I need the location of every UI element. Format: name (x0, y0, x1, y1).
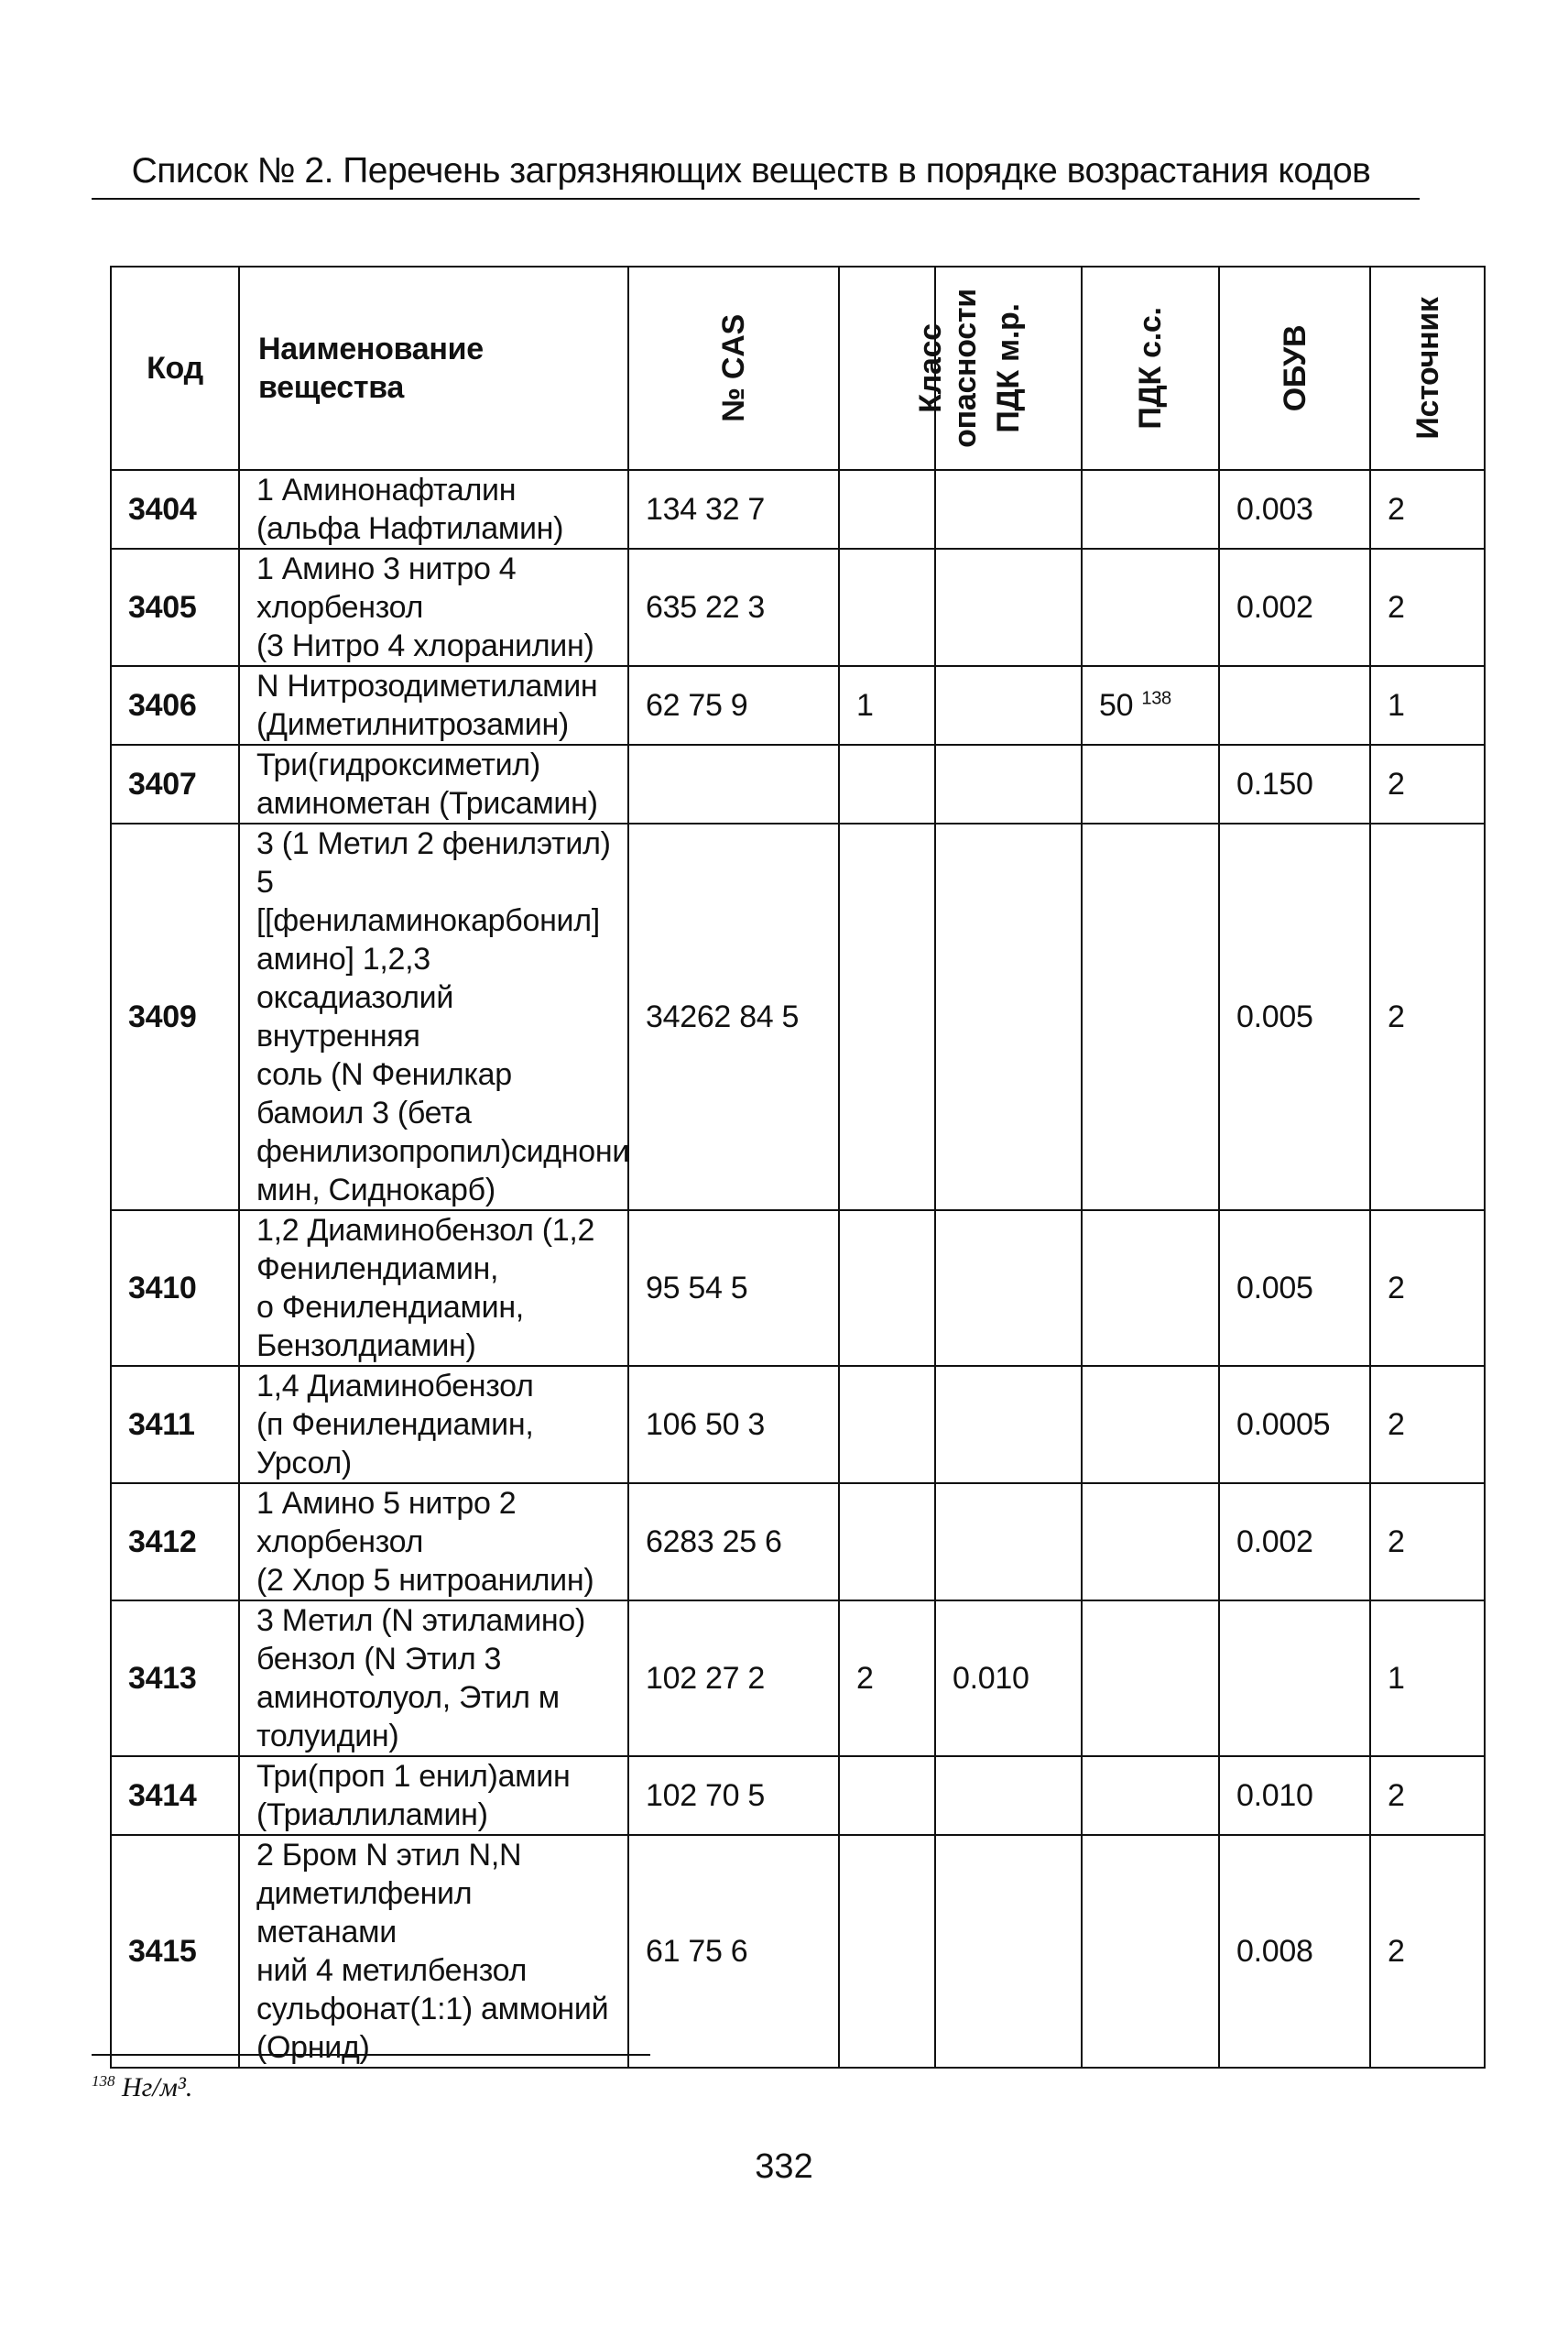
cell-obuv: 0.002 (1219, 549, 1370, 666)
cell-source: 2 (1370, 824, 1485, 1210)
cell-obuv (1219, 666, 1370, 745)
table-row (111, 1835, 1485, 2068)
cell-name: 1 Аминонафталин (альфа Нафтиламин) (239, 470, 628, 549)
cell-cas: 62 75 9 (628, 666, 839, 745)
table-row (111, 745, 1485, 824)
cell-obuv: 0.005 (1219, 824, 1370, 1210)
cell-hazard-class (839, 470, 935, 549)
cell-hazard-class (839, 1366, 935, 1483)
cell-obuv (1219, 1600, 1370, 1756)
column-header-pdk-mr: ПДК м.р. (935, 267, 1082, 470)
cell-pdk-mr (935, 470, 1082, 549)
table-row (111, 1366, 1485, 1483)
cell-hazard-class: 1 (839, 666, 935, 745)
cell-cas: 61 75 6 (628, 1835, 839, 2068)
cell-pdk-ss (1082, 824, 1219, 1210)
cell-hazard-class (839, 1756, 935, 1835)
cell-pdk-ss (1082, 1600, 1219, 1756)
cell-hazard-class (839, 824, 935, 1210)
cell-pdk-mr (935, 666, 1082, 745)
cell-code: 3410 (111, 1210, 239, 1366)
cell-name: 1,4 Диаминобензол (п Фенилендиамин, Урсол) (239, 1366, 628, 1483)
page-number: 332 (755, 2147, 813, 2186)
footnote-reference: 138 (1141, 688, 1171, 709)
cell-name: 3 Метил (N этиламино) бензол (N Этил 3 аминотолуол, Этил м толуидин) (239, 1600, 628, 1756)
column-header-cas: № CAS (628, 267, 839, 470)
table-row (111, 470, 1485, 549)
cell-pdk-mr (935, 549, 1082, 666)
cell-source: 2 (1370, 470, 1485, 549)
cell-source: 1 (1370, 1600, 1485, 1756)
cell-hazard-class (839, 549, 935, 666)
table-header-row (111, 267, 1485, 470)
cell-code: 3415 (111, 1835, 239, 2068)
footnote-number: 138 (92, 2072, 115, 2090)
cell-pdk-mr (935, 1756, 1082, 1835)
cell-code: 3407 (111, 745, 239, 824)
cell-obuv: 0.0005 (1219, 1366, 1370, 1483)
cell-pdk-mr (935, 1210, 1082, 1366)
cell-pdk-ss (1082, 1756, 1219, 1835)
cell-pdk-ss (1082, 1210, 1219, 1366)
cell-cas: 102 70 5 (628, 1756, 839, 1835)
cell-name: Три(гидроксиметил) аминометан (Трисамин) (239, 745, 628, 824)
cell-source: 2 (1370, 1756, 1485, 1835)
table-row (111, 1483, 1485, 1600)
cell-obuv: 0.150 (1219, 745, 1370, 824)
cell-pdk-mr (935, 1483, 1082, 1600)
cell-pdk-ss (1082, 745, 1219, 824)
cell-obuv: 0.002 (1219, 1483, 1370, 1600)
table-row (111, 1600, 1485, 1756)
cell-pdk-ss (1082, 666, 1219, 745)
header-divider (92, 198, 1420, 200)
footnote-text: Нг/м³. (122, 2072, 193, 2102)
column-header-name: Наименование вещества (239, 267, 628, 470)
cell-source: 2 (1370, 549, 1485, 666)
cell-name: 2 Бром N этил N,N диметилфенил метанами ний 4 метилбензол сульфонат(1:1) аммоний (Орнид) (239, 1835, 628, 2068)
cell-cas: 134 32 7 (628, 470, 839, 549)
footnote-divider (92, 2054, 650, 2056)
cell-source: 2 (1370, 1483, 1485, 1600)
cell-pdk-mr (935, 824, 1082, 1210)
table-row (111, 1756, 1485, 1835)
cell-cas: 95 54 5 (628, 1210, 839, 1366)
cell-pdk-ss (1082, 470, 1219, 549)
cell-source: 1 (1370, 666, 1485, 745)
cell-hazard-class (839, 745, 935, 824)
table-row (111, 666, 1485, 745)
cell-code: 3404 (111, 470, 239, 549)
cell-name: 1 Амино 3 нитро 4 хлорбензол (3 Нитро 4 хлоранилин) (239, 549, 628, 666)
cell-source: 2 (1370, 745, 1485, 824)
cell-pdk-mr (935, 1835, 1082, 2068)
cell-pdk-ss (1082, 549, 1219, 666)
cell-code: 3406 (111, 666, 239, 745)
cell-obuv: 0.010 (1219, 1756, 1370, 1835)
cell-cas: 6283 25 6 (628, 1483, 839, 1600)
cell-cas: 635 22 3 (628, 549, 839, 666)
cell-cas: 34262 84 5 (628, 824, 839, 1210)
cell-cas (628, 745, 839, 824)
column-header-obuv: ОБУВ (1219, 267, 1370, 470)
cell-pdk-ss (1082, 1835, 1219, 2068)
column-header-hazard-class: Класс опасности (839, 267, 935, 470)
table-row (111, 549, 1485, 666)
cell-pdk-mr (935, 1366, 1082, 1483)
cell-source: 2 (1370, 1210, 1485, 1366)
cell-name: 1 Амино 5 нитро 2 хлорбензол (2 Хлор 5 нитроанилин) (239, 1483, 628, 1600)
cell-code: 3411 (111, 1366, 239, 1483)
cell-pdk-ss (1082, 1483, 1219, 1600)
cell-pdk-mr: 0.010 (935, 1600, 1082, 1756)
cell-cas: 102 27 2 (628, 1600, 839, 1756)
cell-code: 3414 (111, 1756, 239, 1835)
cell-code: 3409 (111, 824, 239, 1210)
column-header-code: Код (111, 267, 239, 470)
cell-hazard-class (839, 1210, 935, 1366)
cell-pdk-ss (1082, 1366, 1219, 1483)
footnote (92, 2072, 192, 2103)
cell-name: N Нитрозодиметиламин (Диметилнитрозамин) (239, 666, 628, 745)
column-header-pdk-ss: ПДК с.с. (1082, 267, 1219, 470)
table-row (111, 824, 1485, 1210)
cell-hazard-class: 2 (839, 1600, 935, 1756)
cell-cas: 106 50 3 (628, 1366, 839, 1483)
pollutants-table (110, 266, 1486, 2069)
page-title: Список № 2. Перечень загрязняющих веществ в порядке возрастания кодов (131, 151, 1371, 191)
cell-hazard-class (839, 1483, 935, 1600)
cell-code: 3412 (111, 1483, 239, 1600)
cell-source: 2 (1370, 1366, 1485, 1483)
cell-obuv: 0.005 (1219, 1210, 1370, 1366)
cell-pdk-mr (935, 745, 1082, 824)
cell-source: 2 (1370, 1835, 1485, 2068)
cell-name: 1,2 Диаминобензол (1,2 Фенилендиамин, о Фенилендиамин, Бензолдиамин) (239, 1210, 628, 1366)
column-header-source: Источник (1370, 267, 1485, 470)
cell-name: Три(проп 1 енил)амин (Триаллиламин) (239, 1756, 628, 1835)
cell-code: 3413 (111, 1600, 239, 1756)
cell-obuv: 0.003 (1219, 470, 1370, 549)
cell-code: 3405 (111, 549, 239, 666)
cell-name: 3 (1 Метил 2 фенилэтил) 5 [[фениламинокарбонил] амино] 1,2,3 оксадиазолий внутренняя соль (N Фенилкар бамоил 3 (бета фенилизопропил)сиднони мин, Сиднокарб) (239, 824, 628, 1210)
pdk-ss-value: 50 (1099, 688, 1134, 723)
cell-hazard-class (839, 1835, 935, 2068)
table-row (111, 1210, 1485, 1366)
cell-obuv: 0.008 (1219, 1835, 1370, 2068)
